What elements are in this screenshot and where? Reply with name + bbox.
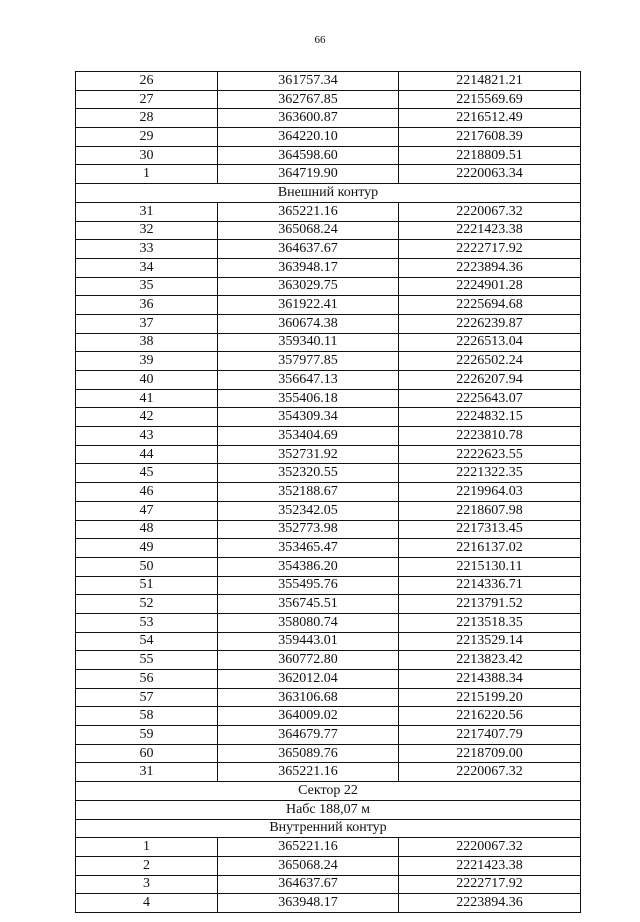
x-coordinate-cell: 361757.34 bbox=[218, 72, 399, 91]
point-number-cell: 32 bbox=[76, 221, 218, 240]
section-heading: Набс 188,07 м bbox=[76, 800, 581, 819]
x-coordinate-cell: 365221.16 bbox=[218, 202, 399, 221]
y-coordinate-cell: 2216137.02 bbox=[399, 539, 581, 558]
y-coordinate-cell: 2218809.51 bbox=[399, 146, 581, 165]
point-number-cell: 47 bbox=[76, 501, 218, 520]
table-row bbox=[76, 744, 581, 763]
point-number-cell: 53 bbox=[76, 613, 218, 632]
table-row bbox=[76, 856, 581, 875]
table-row bbox=[76, 501, 581, 520]
point-number-cell: 39 bbox=[76, 352, 218, 371]
section-heading-row bbox=[76, 800, 581, 819]
table-row bbox=[76, 333, 581, 352]
x-coordinate-cell: 365221.16 bbox=[218, 838, 399, 857]
x-coordinate-cell: 364637.67 bbox=[218, 240, 399, 259]
table-row bbox=[76, 670, 581, 689]
y-coordinate-cell: 2213823.42 bbox=[399, 651, 581, 670]
point-number-cell: 49 bbox=[76, 539, 218, 558]
point-number-cell: 31 bbox=[76, 202, 218, 221]
point-number-cell: 34 bbox=[76, 258, 218, 277]
table-row bbox=[76, 464, 581, 483]
table-row bbox=[76, 632, 581, 651]
table-row bbox=[76, 707, 581, 726]
point-number-cell: 37 bbox=[76, 314, 218, 333]
point-number-cell: 54 bbox=[76, 632, 218, 651]
x-coordinate-cell: 363106.68 bbox=[218, 688, 399, 707]
y-coordinate-cell: 2218607.98 bbox=[399, 501, 581, 520]
table-row bbox=[76, 352, 581, 371]
point-number-cell: 38 bbox=[76, 333, 218, 352]
y-coordinate-cell: 2220063.34 bbox=[399, 165, 581, 184]
x-coordinate-cell: 358080.74 bbox=[218, 613, 399, 632]
point-number-cell: 51 bbox=[76, 576, 218, 595]
x-coordinate-cell: 363029.75 bbox=[218, 277, 399, 296]
table-row bbox=[76, 90, 581, 109]
table-row bbox=[76, 146, 581, 165]
x-coordinate-cell: 364009.02 bbox=[218, 707, 399, 726]
x-coordinate-cell: 365221.16 bbox=[218, 763, 399, 782]
y-coordinate-cell: 2215130.11 bbox=[399, 557, 581, 576]
point-number-cell: 50 bbox=[76, 557, 218, 576]
table-row bbox=[76, 539, 581, 558]
table-row bbox=[76, 520, 581, 539]
x-coordinate-cell: 357977.85 bbox=[218, 352, 399, 371]
table-row bbox=[76, 165, 581, 184]
y-coordinate-cell: 2222623.55 bbox=[399, 445, 581, 464]
y-coordinate-cell: 2217608.39 bbox=[399, 128, 581, 147]
table-row bbox=[76, 72, 581, 91]
point-number-cell: 45 bbox=[76, 464, 218, 483]
section-heading: Внутренний контур bbox=[76, 819, 581, 838]
x-coordinate-cell: 364637.67 bbox=[218, 875, 399, 894]
x-coordinate-cell: 364598.60 bbox=[218, 146, 399, 165]
table-row bbox=[76, 651, 581, 670]
x-coordinate-cell: 365068.24 bbox=[218, 221, 399, 240]
y-coordinate-cell: 2226502.24 bbox=[399, 352, 581, 371]
point-number-cell: 55 bbox=[76, 651, 218, 670]
section-heading: Внешний контур bbox=[76, 184, 581, 203]
page-number: 66 bbox=[314, 34, 326, 46]
table-row bbox=[76, 296, 581, 315]
point-number-cell: 36 bbox=[76, 296, 218, 315]
point-number-cell: 33 bbox=[76, 240, 218, 259]
y-coordinate-cell: 2213529.14 bbox=[399, 632, 581, 651]
x-coordinate-cell: 363948.17 bbox=[218, 258, 399, 277]
point-number-cell: 1 bbox=[76, 165, 218, 184]
table-row bbox=[76, 595, 581, 614]
table-row bbox=[76, 427, 581, 446]
table-row bbox=[76, 726, 581, 745]
y-coordinate-cell: 2213791.52 bbox=[399, 595, 581, 614]
table-row bbox=[76, 221, 581, 240]
y-coordinate-cell: 2213518.35 bbox=[399, 613, 581, 632]
point-number-cell: 44 bbox=[76, 445, 218, 464]
table-row bbox=[76, 576, 581, 595]
point-number-cell: 60 bbox=[76, 744, 218, 763]
table-row bbox=[76, 314, 581, 333]
section-heading: Сектор 22 bbox=[76, 782, 581, 801]
point-number-cell: 3 bbox=[76, 875, 218, 894]
x-coordinate-cell: 356647.13 bbox=[218, 371, 399, 390]
point-number-cell: 28 bbox=[76, 109, 218, 128]
point-number-cell: 41 bbox=[76, 389, 218, 408]
table-row bbox=[76, 557, 581, 576]
x-coordinate-cell: 360772.80 bbox=[218, 651, 399, 670]
y-coordinate-cell: 2216220.56 bbox=[399, 707, 581, 726]
point-number-cell: 40 bbox=[76, 371, 218, 390]
x-coordinate-cell: 359443.01 bbox=[218, 632, 399, 651]
y-coordinate-cell: 2221423.38 bbox=[399, 856, 581, 875]
point-number-cell: 46 bbox=[76, 483, 218, 502]
y-coordinate-cell: 2215199.20 bbox=[399, 688, 581, 707]
point-number-cell: 30 bbox=[76, 146, 218, 165]
y-coordinate-cell: 2217313.45 bbox=[399, 520, 581, 539]
point-number-cell: 52 bbox=[76, 595, 218, 614]
x-coordinate-cell: 353404.69 bbox=[218, 427, 399, 446]
y-coordinate-cell: 2226239.87 bbox=[399, 314, 581, 333]
table-row bbox=[76, 277, 581, 296]
x-coordinate-cell: 361922.41 bbox=[218, 296, 399, 315]
x-coordinate-cell: 355406.18 bbox=[218, 389, 399, 408]
y-coordinate-cell: 2224832.15 bbox=[399, 408, 581, 427]
x-coordinate-cell: 352773.98 bbox=[218, 520, 399, 539]
x-coordinate-cell: 355495.76 bbox=[218, 576, 399, 595]
section-heading-row bbox=[76, 782, 581, 801]
y-coordinate-cell: 2220067.32 bbox=[399, 202, 581, 221]
table-row bbox=[76, 408, 581, 427]
y-coordinate-cell: 2216512.49 bbox=[399, 109, 581, 128]
section-heading-row bbox=[76, 819, 581, 838]
y-coordinate-cell: 2215569.69 bbox=[399, 90, 581, 109]
x-coordinate-cell: 364679.77 bbox=[218, 726, 399, 745]
y-coordinate-cell: 2214336.71 bbox=[399, 576, 581, 595]
y-coordinate-cell: 2221322.35 bbox=[399, 464, 581, 483]
y-coordinate-cell: 2223894.36 bbox=[399, 894, 581, 913]
point-number-cell: 35 bbox=[76, 277, 218, 296]
x-coordinate-cell: 363600.87 bbox=[218, 109, 399, 128]
section-heading-row bbox=[76, 184, 581, 203]
y-coordinate-cell: 2222717.92 bbox=[399, 875, 581, 894]
table-row bbox=[76, 258, 581, 277]
table-row bbox=[76, 688, 581, 707]
x-coordinate-cell: 360674.38 bbox=[218, 314, 399, 333]
point-number-cell: 56 bbox=[76, 670, 218, 689]
y-coordinate-cell: 2223810.78 bbox=[399, 427, 581, 446]
table-row bbox=[76, 483, 581, 502]
table-row bbox=[76, 838, 581, 857]
table-row bbox=[76, 613, 581, 632]
table-row bbox=[76, 894, 581, 913]
y-coordinate-cell: 2217407.79 bbox=[399, 726, 581, 745]
y-coordinate-cell: 2221423.38 bbox=[399, 221, 581, 240]
y-coordinate-cell: 2214821.21 bbox=[399, 72, 581, 91]
point-number-cell: 29 bbox=[76, 128, 218, 147]
y-coordinate-cell: 2225643.07 bbox=[399, 389, 581, 408]
table-row bbox=[76, 109, 581, 128]
point-number-cell: 48 bbox=[76, 520, 218, 539]
point-number-cell: 59 bbox=[76, 726, 218, 745]
x-coordinate-cell: 352320.55 bbox=[218, 464, 399, 483]
x-coordinate-cell: 354386.20 bbox=[218, 557, 399, 576]
y-coordinate-cell: 2220067.32 bbox=[399, 838, 581, 857]
coordinates-table bbox=[75, 71, 581, 913]
x-coordinate-cell: 362012.04 bbox=[218, 670, 399, 689]
y-coordinate-cell: 2220067.32 bbox=[399, 763, 581, 782]
y-coordinate-cell: 2223894.36 bbox=[399, 258, 581, 277]
point-number-cell: 4 bbox=[76, 894, 218, 913]
y-coordinate-cell: 2226513.04 bbox=[399, 333, 581, 352]
y-coordinate-cell: 2219964.03 bbox=[399, 483, 581, 502]
table-row bbox=[76, 763, 581, 782]
y-coordinate-cell: 2214388.34 bbox=[399, 670, 581, 689]
table-row bbox=[76, 240, 581, 259]
table-row bbox=[76, 202, 581, 221]
x-coordinate-cell: 354309.34 bbox=[218, 408, 399, 427]
x-coordinate-cell: 363948.17 bbox=[218, 894, 399, 913]
x-coordinate-cell: 364719.90 bbox=[218, 165, 399, 184]
point-number-cell: 27 bbox=[76, 90, 218, 109]
point-number-cell: 26 bbox=[76, 72, 218, 91]
x-coordinate-cell: 353465.47 bbox=[218, 539, 399, 558]
table-row bbox=[76, 128, 581, 147]
point-number-cell: 58 bbox=[76, 707, 218, 726]
table-row bbox=[76, 875, 581, 894]
y-coordinate-cell: 2218709.00 bbox=[399, 744, 581, 763]
table-row bbox=[76, 445, 581, 464]
point-number-cell: 42 bbox=[76, 408, 218, 427]
point-number-cell: 43 bbox=[76, 427, 218, 446]
x-coordinate-cell: 352342.05 bbox=[218, 501, 399, 520]
y-coordinate-cell: 2226207.94 bbox=[399, 371, 581, 390]
x-coordinate-cell: 359340.11 bbox=[218, 333, 399, 352]
point-number-cell: 2 bbox=[76, 856, 218, 875]
point-number-cell: 31 bbox=[76, 763, 218, 782]
table-row bbox=[76, 389, 581, 408]
x-coordinate-cell: 352188.67 bbox=[218, 483, 399, 502]
x-coordinate-cell: 352731.92 bbox=[218, 445, 399, 464]
x-coordinate-cell: 365068.24 bbox=[218, 856, 399, 875]
x-coordinate-cell: 364220.10 bbox=[218, 128, 399, 147]
x-coordinate-cell: 356745.51 bbox=[218, 595, 399, 614]
point-number-cell: 57 bbox=[76, 688, 218, 707]
x-coordinate-cell: 365089.76 bbox=[218, 744, 399, 763]
x-coordinate-cell: 362767.85 bbox=[218, 90, 399, 109]
coordinates-table-body bbox=[76, 72, 581, 913]
y-coordinate-cell: 2225694.68 bbox=[399, 296, 581, 315]
y-coordinate-cell: 2224901.28 bbox=[399, 277, 581, 296]
point-number-cell: 1 bbox=[76, 838, 218, 857]
table-row bbox=[76, 371, 581, 390]
y-coordinate-cell: 2222717.92 bbox=[399, 240, 581, 259]
